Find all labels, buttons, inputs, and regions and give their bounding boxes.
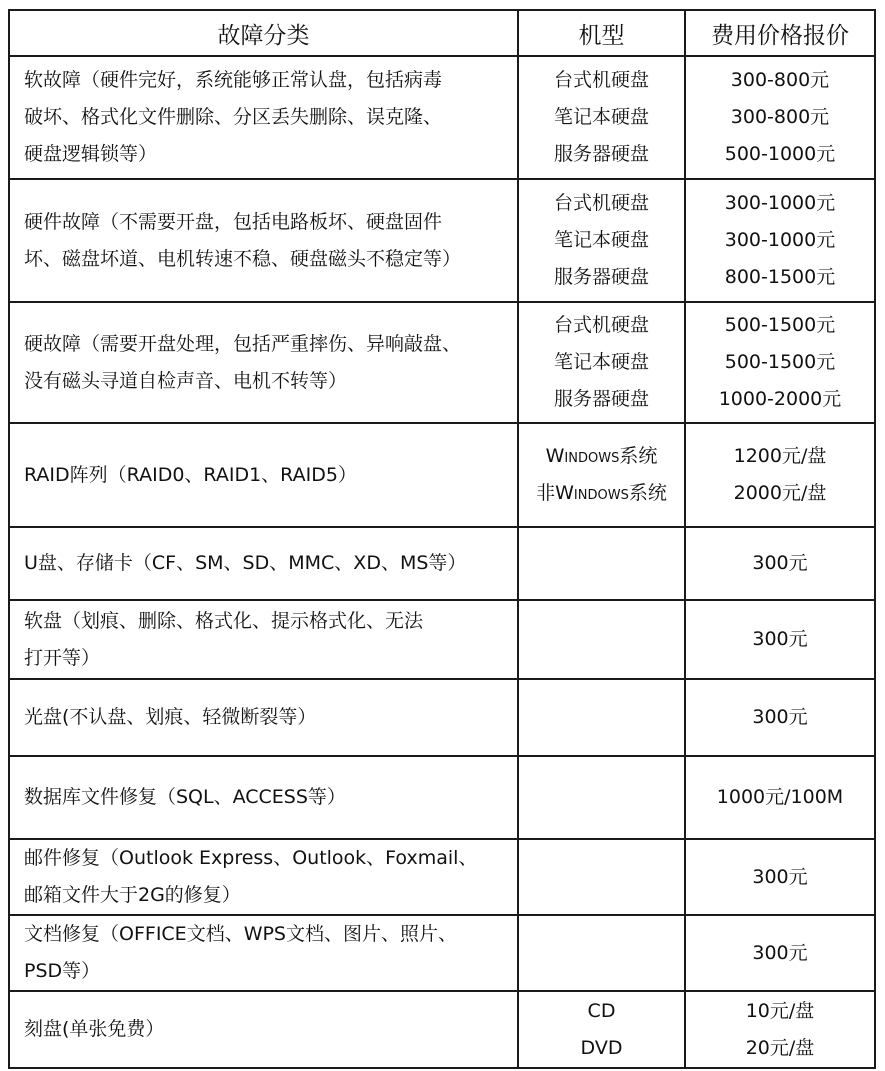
category-cell xyxy=(9,423,518,527)
category-line: 没有磁头寻道自检声音、电机不转等） xyxy=(24,369,348,392)
category-line: 软盘（划痕、删除、格式化、提示格式化、无法 xyxy=(24,609,424,632)
price-line: 300-1000元 xyxy=(724,229,836,251)
category-line: U盘、存储卡（CF、SM、SD、MMC、XD、MS等） xyxy=(24,552,467,574)
category-line: PSD等） xyxy=(24,960,101,982)
model-line: 服务器硬盘 xyxy=(553,388,649,410)
category-cell xyxy=(9,600,518,679)
table-row xyxy=(9,179,875,302)
category-cell xyxy=(9,56,518,179)
price-line: 500-1500元 xyxy=(724,351,836,373)
model-line: 笔记本硬盘 xyxy=(553,229,649,251)
category-line: 文档修复（OFFICE文档、WPS文档、图片、照片、 xyxy=(24,923,457,945)
table-row xyxy=(9,756,875,839)
table-row xyxy=(9,302,875,423)
table-row xyxy=(9,915,875,991)
model-cell xyxy=(518,839,685,915)
model-line: 台式机硬盘 xyxy=(553,314,649,336)
header-price: 费用价格报价 xyxy=(685,10,875,56)
category-line: 软故障（硬件完好，系统能够正常认盘，包括病毒 xyxy=(24,69,443,91)
table-row xyxy=(9,600,875,679)
category-cell xyxy=(9,756,518,839)
model-cell xyxy=(518,915,685,991)
price-line: 10元/盘 xyxy=(745,999,815,1022)
price-line: 20元/盘 xyxy=(745,1036,815,1059)
price-cell xyxy=(685,756,875,839)
category-line: 坏、磁盘坏道、电机转速不稳、硬盘磁头不稳定等） xyxy=(24,247,462,270)
price-line: 300元 xyxy=(752,706,808,728)
category-line: 数据库文件修复（SQL、ACCESS等） xyxy=(24,786,346,808)
model-cell xyxy=(518,600,685,679)
category-cell xyxy=(9,991,518,1068)
table-row xyxy=(9,839,875,915)
model-line: 台式机硬盘 xyxy=(553,192,649,214)
category-cell xyxy=(9,302,518,423)
header-model: 机型 xyxy=(518,10,685,56)
model-line: 服务器硬盘 xyxy=(553,143,649,165)
price-line: 300元 xyxy=(752,628,808,650)
model-line: 笔记本硬盘 xyxy=(553,351,649,373)
price-line: 300元 xyxy=(752,865,808,888)
model-line: 服务器硬盘 xyxy=(553,266,649,288)
model-cell xyxy=(518,527,685,600)
price-line: 1000元/100M xyxy=(716,786,844,808)
category-cell xyxy=(9,915,518,991)
model-cell xyxy=(518,991,685,1068)
model-cell xyxy=(518,679,685,756)
category-line: 硬件故障（不需要开盘，包括电路板坏、硬盘固件 xyxy=(24,210,443,233)
price-cell xyxy=(685,302,875,423)
table-row xyxy=(9,527,875,600)
table-row xyxy=(9,423,875,527)
model-line: Windows系统 xyxy=(545,445,658,467)
model-line: CD xyxy=(587,999,616,1022)
price-line: 300元 xyxy=(752,941,808,964)
price-line: 1000-2000元 xyxy=(718,388,842,410)
price-line: 300-800元 xyxy=(730,106,830,128)
price-cell xyxy=(685,991,875,1068)
price-cell xyxy=(685,179,875,302)
price-line: 300-800元 xyxy=(730,69,830,91)
category-line: 邮件修复（Outlook Express、Outlook、Foxmail、 xyxy=(24,847,478,869)
price-line: 1200元/盘 xyxy=(733,445,827,467)
model-cell xyxy=(518,302,685,423)
model-line: 台式机硬盘 xyxy=(553,69,649,91)
model-cell xyxy=(518,179,685,302)
category-line: 刻盘(单张免费） xyxy=(24,1018,165,1040)
category-line: 硬故障（需要开盘处理，包括严重摔伤、异响敲盘、 xyxy=(24,332,462,355)
header-category: 故障分类 xyxy=(9,10,518,56)
price-cell xyxy=(685,423,875,527)
price-line: 500-1500元 xyxy=(724,314,836,336)
model-cell xyxy=(518,56,685,179)
category-cell xyxy=(9,179,518,302)
price-cell xyxy=(685,56,875,179)
price-cell xyxy=(685,600,875,679)
price-line: 800-1500元 xyxy=(724,266,836,288)
model-line: 非Windows系统 xyxy=(536,482,667,504)
price-cell xyxy=(685,915,875,991)
model-line: DVD xyxy=(580,1036,623,1059)
table-row xyxy=(9,991,875,1068)
category-line: 光盘(不认盘、划痕、轻微断裂等） xyxy=(24,706,317,728)
category-line: 邮箱文件大于2G的修复） xyxy=(24,884,241,906)
category-cell xyxy=(9,527,518,600)
price-cell xyxy=(685,527,875,600)
price-cell xyxy=(685,679,875,756)
category-cell xyxy=(9,839,518,915)
price-cell xyxy=(685,839,875,915)
price-table xyxy=(8,9,876,1069)
category-line: RAID阵列（RAID0、RAID1、RAID5） xyxy=(24,463,357,486)
model-cell xyxy=(518,423,685,527)
model-line: 笔记本硬盘 xyxy=(553,106,649,128)
price-line: 2000元/盘 xyxy=(733,482,827,504)
table-row xyxy=(9,679,875,756)
category-cell xyxy=(9,679,518,756)
category-line: 打开等） xyxy=(24,646,101,669)
price-line: 500-1000元 xyxy=(724,143,836,165)
header-row xyxy=(9,10,875,56)
category-line: 硬盘逻辑锁等） xyxy=(24,143,158,165)
price-line: 300元 xyxy=(752,552,808,574)
category-line: 破坏、格式化文件删除、分区丢失删除、误克隆、 xyxy=(24,106,443,128)
price-line: 300-1000元 xyxy=(724,192,836,214)
model-cell xyxy=(518,756,685,839)
table-row xyxy=(9,56,875,179)
